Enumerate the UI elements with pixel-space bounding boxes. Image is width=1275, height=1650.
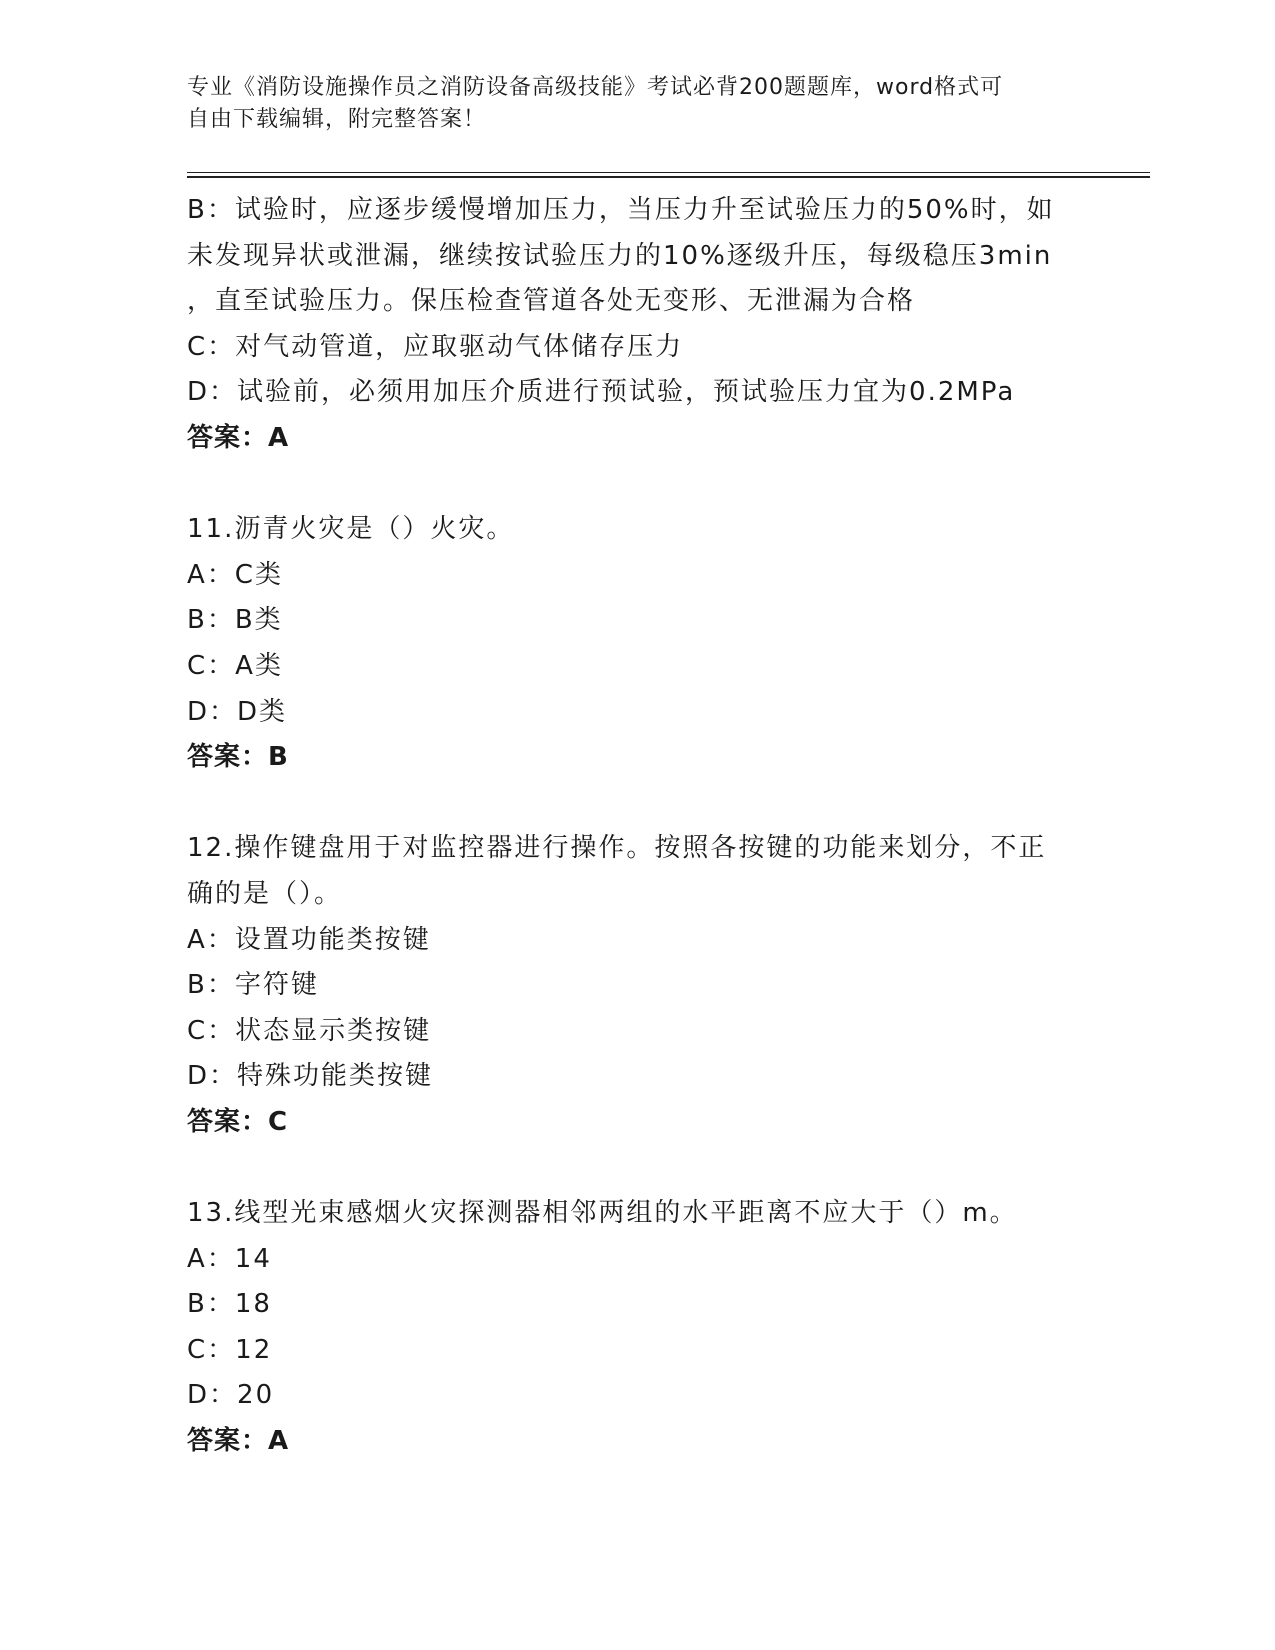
question-13 — [187, 1191, 1107, 1465]
spacer — [187, 1145, 1107, 1191]
continued-question — [187, 188, 1107, 462]
option-a: A：C类 — [187, 559, 283, 590]
option-d: D：20 — [187, 1380, 275, 1411]
option-c: C：A类 — [187, 650, 283, 681]
answer-line: 答案：B — [187, 742, 289, 773]
question-stem-continued: 确的是（）。 — [187, 878, 343, 909]
option-c: C：状态显示类按键 — [187, 1015, 432, 1046]
spacer — [187, 462, 1107, 508]
question-content — [187, 188, 1107, 1465]
answer-line: 答案：A — [187, 1426, 290, 1457]
option-a: A：14 — [187, 1243, 272, 1274]
option-d: D：D类 — [187, 696, 288, 727]
option-line: B：试验时，应逐步缓慢增加压力，当压力升至试验压力的50%时，如 — [187, 195, 1055, 225]
header-line-1: 专业《消防设施操作员之消防设备高级技能》考试必背200题题库，word格式可 — [187, 75, 1004, 100]
answer-line: 答案：A — [187, 422, 290, 453]
option-c: C：12 — [187, 1334, 273, 1365]
option-a: A：设置功能类按键 — [187, 924, 431, 955]
question-stem: 13.线型光束感烟火灾探测器相邻两组的水平距离不应大于（）m。 — [187, 1198, 1018, 1229]
option-b: B：字符键 — [187, 970, 319, 1001]
option-line: C：对气动管道，应取驱动气体储存压力 — [187, 331, 684, 362]
question-12 — [187, 826, 1107, 1145]
header-divider-top — [187, 172, 1150, 173]
question-11 — [187, 507, 1107, 781]
answer-line: 答案：C — [187, 1106, 289, 1137]
option-line: ，直至试验压力。保压检查管道各处无变形、无泄漏为合格 — [187, 286, 916, 317]
header-line-2: 自由下载编辑，附完整答案！ — [187, 107, 487, 132]
question-stem: 11.沥青火灾是（）火灾。 — [187, 514, 515, 545]
option-line: D：试验前，必须用加压介质进行预试验，预试验压力宜为0.2MPa — [187, 377, 1016, 408]
header-divider-bottom — [187, 176, 1150, 178]
question-stem: 12.操作键盘用于对监控器进行操作。按照各按键的功能来划分，不正 — [187, 833, 1047, 864]
option-d: D：特殊功能类按键 — [187, 1061, 434, 1092]
spacer — [187, 781, 1107, 827]
option-b: B：18 — [187, 1289, 272, 1320]
option-b: B：B类 — [187, 605, 283, 636]
option-line: 未发现异状或泄漏，继续按试验压力的10%逐级升压，每级稳压3min — [187, 240, 1053, 271]
document-header — [187, 72, 1087, 136]
